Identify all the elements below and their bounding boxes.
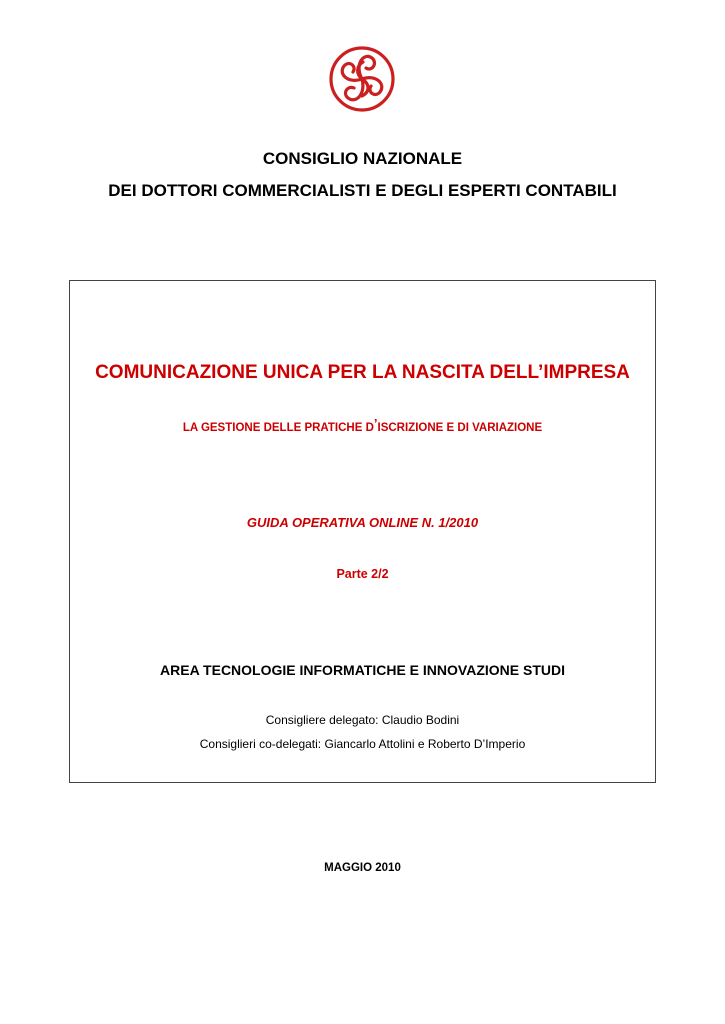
organization-name-line1: CONSIGLIO NAZIONALE [262, 149, 463, 168]
subtitle-part1: LA GESTIONE DELLE PRATICHE D [182, 422, 374, 434]
document-subtitle [70, 416, 655, 434]
organization-name-line2: DEI DOTTORI COMMERCIALISTI E DEGLI ESPERTI CONTABILI [108, 181, 617, 200]
publication-date: MAGGIO 2010 [324, 862, 401, 874]
cndcec-logo-icon [326, 44, 398, 114]
document-title: COMUNICAZIONE UNICA PER LA NASCITA DELL’IMPRESA [95, 362, 630, 383]
part-label: Parte 2/2 [336, 567, 389, 581]
cover-frame [69, 280, 656, 783]
guide-number: GUIDA OPERATIVA ONLINE N. 1/2010 [246, 515, 479, 530]
subtitle-apostrophe: ’ [373, 416, 378, 431]
co-delegates-line: Consiglieri co-delegati: Giancarlo Attolini e Roberto D’Imperio [199, 737, 526, 751]
area-name: AREA TECNOLOGIE INFORMATICHE E INNOVAZIONE STUDI [160, 662, 565, 678]
subtitle-part2: ISCRIZIONE E DI VARIAZIONE [377, 422, 543, 434]
delegate-line: Consigliere delegato: Claudio Bodini [265, 713, 460, 727]
